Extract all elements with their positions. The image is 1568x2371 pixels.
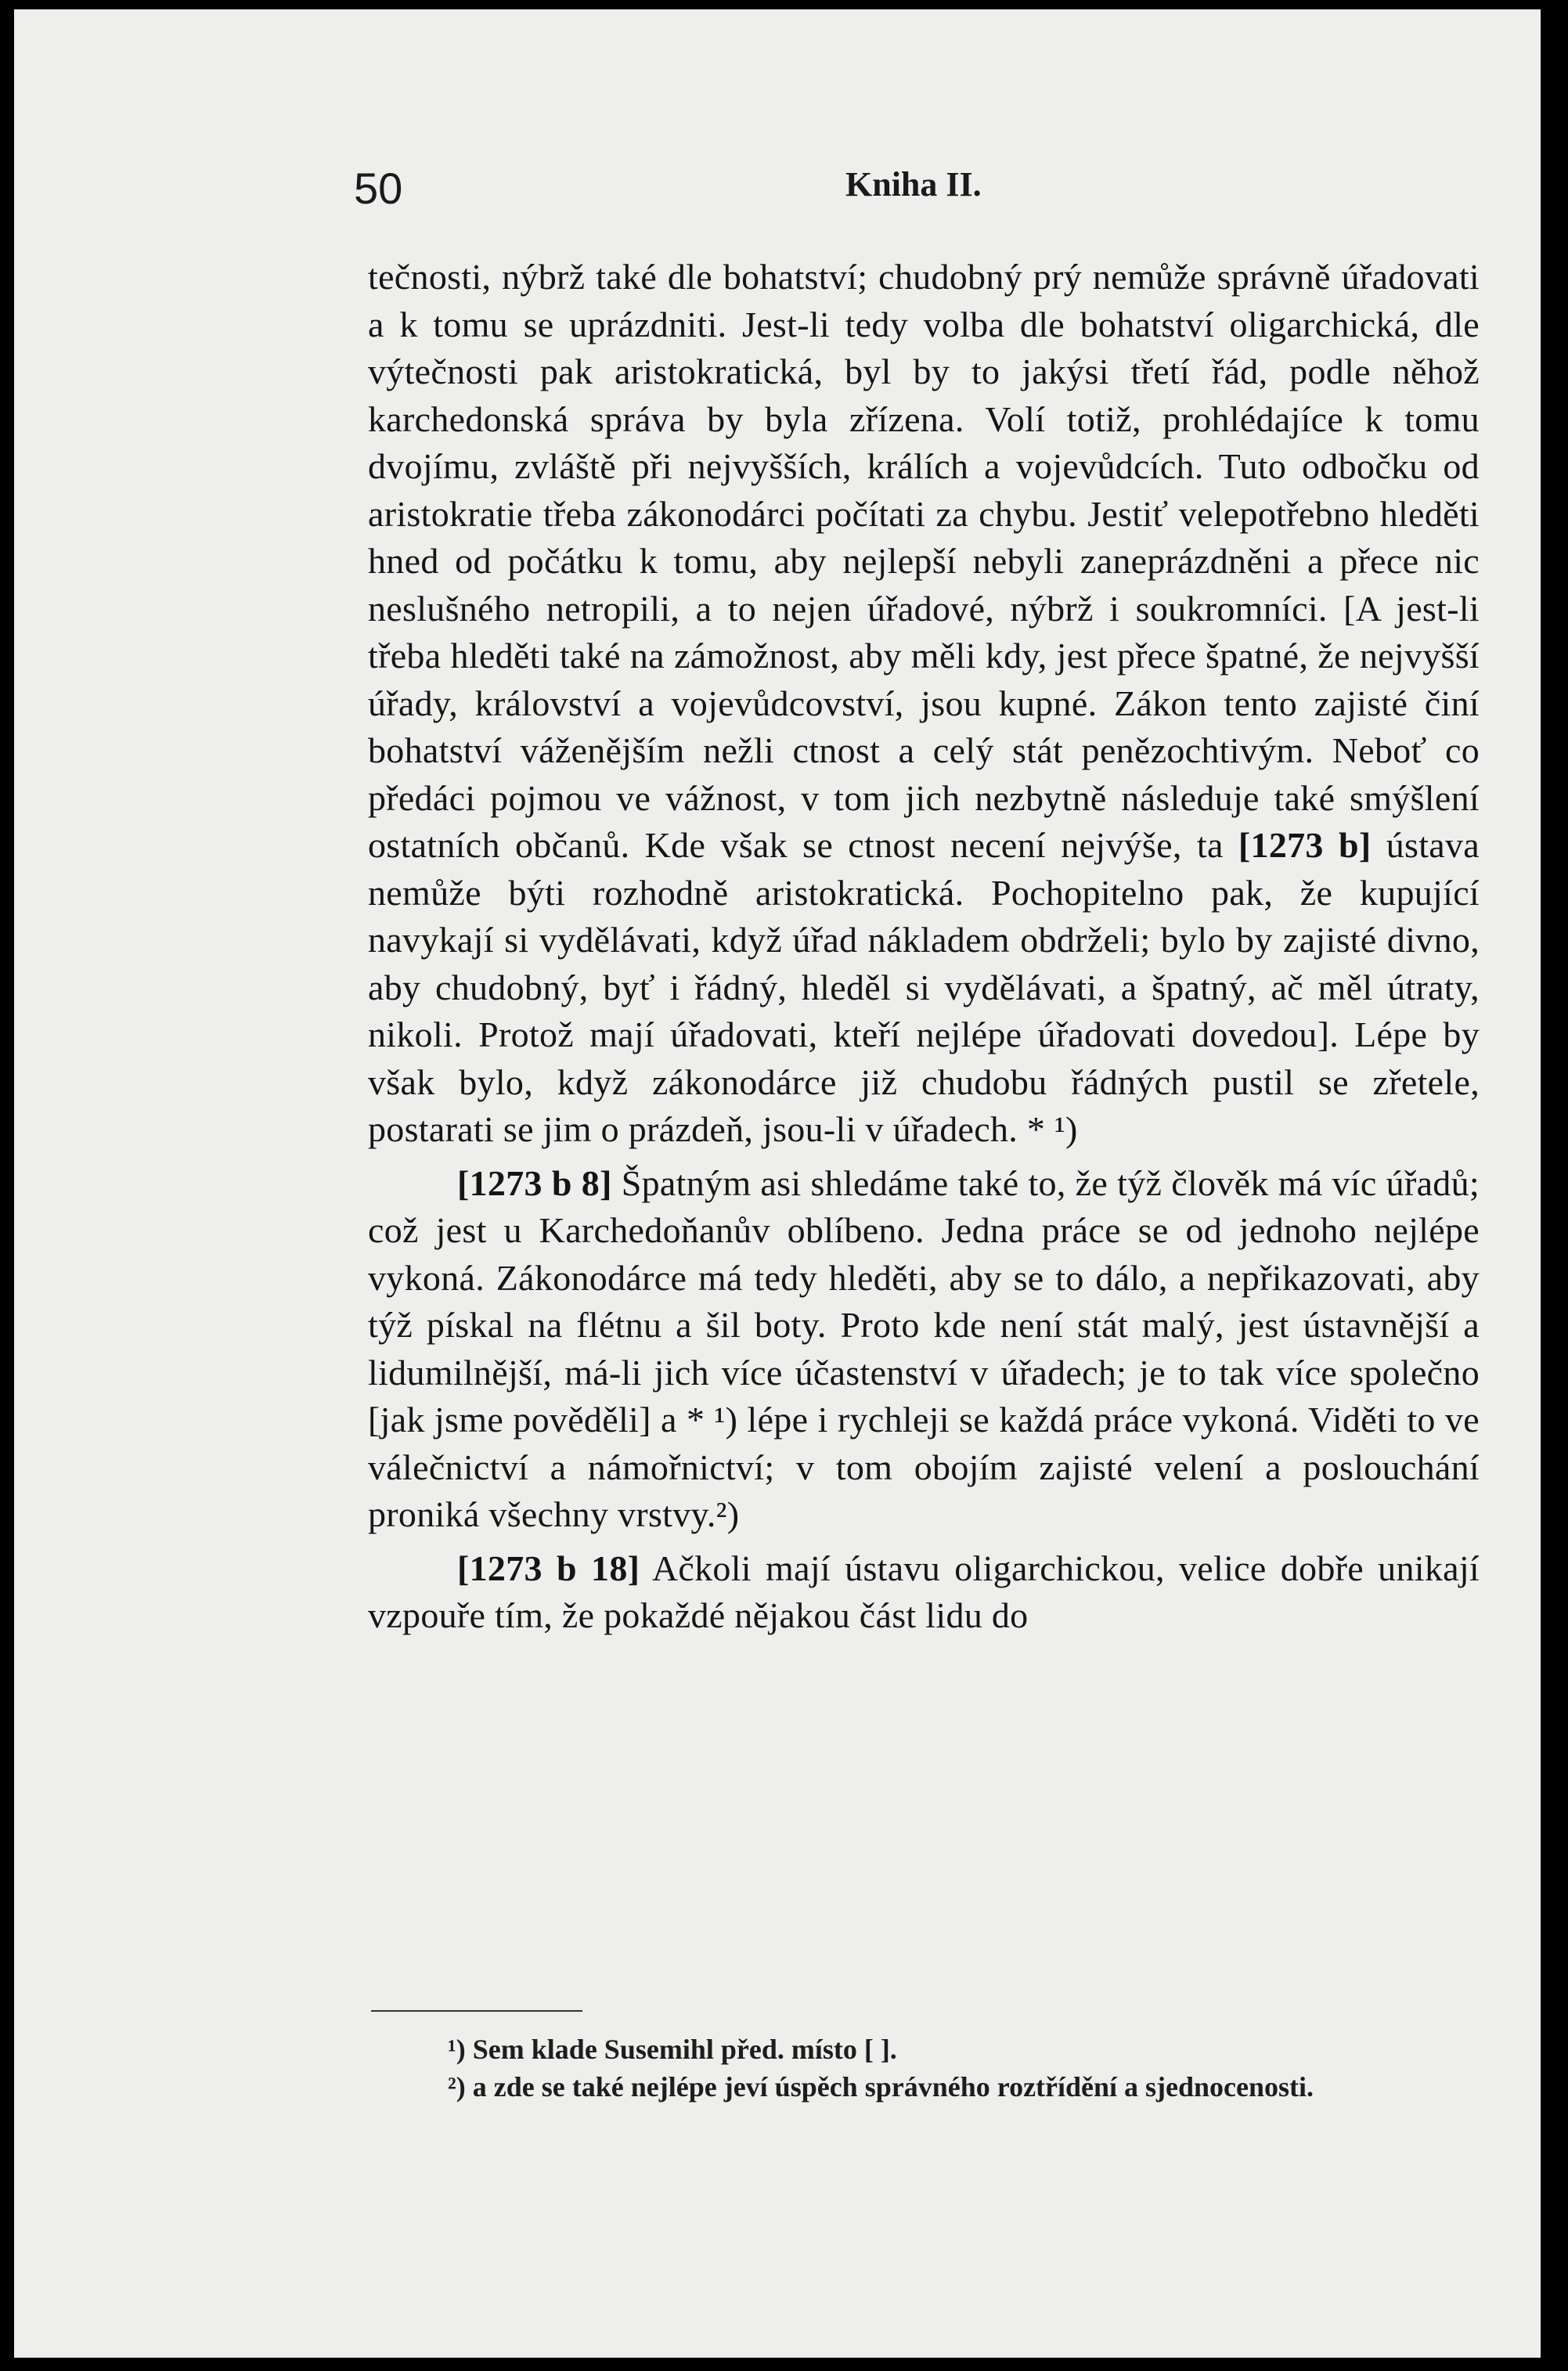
footnote-2: ²) a zde se také nejlépe jeví úspěch správného roztřídění a sjednocenosti. <box>448 2071 1314 2103</box>
scan-border <box>1541 0 1568 2371</box>
paragraph-1-text: tečnosti, nýbrž také dle bohatství; chudobný prý nemůže správně úřadovati a k tomu se uprázdniti. Jest-li tedy volba dle bohatství oligarchická, dle výtečnosti pak aristokratická, byl by to jakýsi třetí řád, podle něhož karchedonská správa by byla zřízena. Volí totiž, prohlédajíce k tomu dvojímu, zvláště při nejvyšších, králích a vojevůdcích. Tuto odbočku od aristokratie třeba zákonodárci počítati za chybu. Jestiť velepotřebno hleděti hned od počátku k tomu, aby nejlepší nebyli zaneprázdněni a přece nic neslušného netropili, a to nejen úřadové, nýbrž i soukromníci. [A jest-li třeba hleděti také na zámožnost, aby měli kdy, jest přece špatné, že nejvyšší úřady, království a vojevůdcovství, jsou kupné. Zákon tento zajisté činí bohatství váženějším nežli ctnost a celý stát penězochtivým. Neboť co předáci pojmou ve vážnost, v tom jich nezbytně následuje také smýšlení ostatních občanů. Kde však se ctnost necení nejvýše, ta <box>368 257 1480 865</box>
paragraph-2-reference: [1273 b 8] <box>457 1162 612 1203</box>
page-number: 50 <box>354 164 403 213</box>
footnote-1: ¹) Sem klade Susemihl před. místo [ ]. <box>448 2034 897 2065</box>
running-head: Kniha II. <box>845 165 982 204</box>
body-text <box>368 254 1480 1646</box>
page-header <box>338 157 1481 211</box>
book-page <box>14 9 1541 2358</box>
paragraph-3 <box>368 1545 1480 1640</box>
paragraph-1-reference: [1273 b] <box>1238 825 1372 865</box>
paragraph-2-text: Špatným asi shledáme také to, že týž člověk má víc úřadů; což jest u Karchedoňanův oblíbeno. Jedna práce se od jednoho nejlépe vykoná. Zákonodárce má tedy hleděti, aby se to dálo, a nepřikazovati, aby týž pískal na flétnu a šil boty. Proto kde není stát malý, jest ústavnější a lidumilnější, má-li jich více účastenství v úřadech; je to tak více společno [jak jsme pověděli] a * ¹) lépe i rychleji se každá práce vykoná. Viděti to ve válečnictví a námořnictví; v tom obojím zajisté velení a poslouchání proniká všechny vrstvy.²) <box>368 1162 1480 1534</box>
paragraph-3-reference: [1273 b 18] <box>457 1548 640 1588</box>
paragraph-1 <box>368 254 1480 1154</box>
footnote-divider <box>371 2010 582 2012</box>
footnotes <box>368 2030 1487 2106</box>
paragraph-1-text-rest: ústava nemůže býti rozhodně aristokratická. Pochopitelno pak, že kupující navykají si vydělávati, když úřad nákladem obdrželi; bylo by zajisté divno, aby chudobný, byť i řádný, hleděl si vydělávati, a špatný, ač měl útraty, nikoli. Protož mají úřadovati, kteří nejlépe úřadovati dovedou]. Lépe by však bylo, když zákonodárce již chudobu řádných pustil se zřetele, postarati se jim o prázdeň, jsou-li v úřadech. * ¹) <box>368 825 1480 1149</box>
paragraph-2 <box>368 1160 1480 1539</box>
paragraph-3-text: Ačkoli mají ústavu oligarchickou, velice dobře unikají vzpouře tím, že pokaždé nějakou část lidu do <box>368 1548 1480 1635</box>
